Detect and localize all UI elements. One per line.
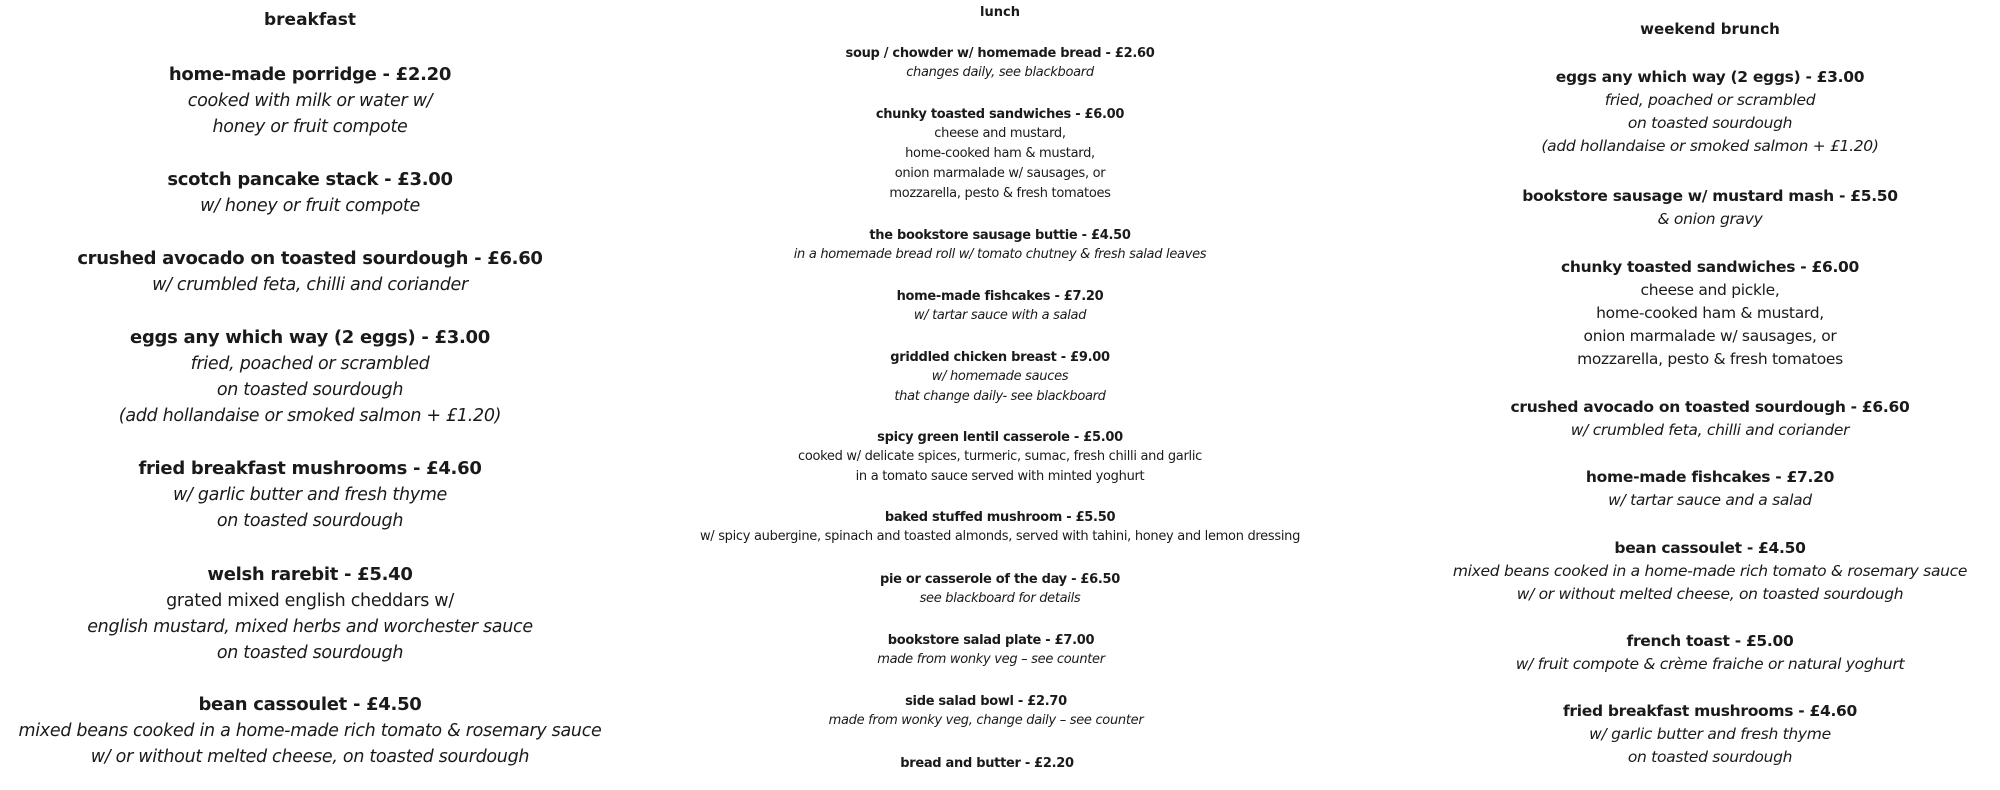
menu-item-desc: & onion gravy	[1657, 210, 1763, 228]
menu-item	[660, 508, 1340, 547]
menu-item	[1420, 396, 2000, 442]
menu-item-desc: onion marmalade w/ sausages, or	[1583, 327, 1837, 345]
section-title-lunch: lunch	[980, 5, 1020, 20]
menu-item	[0, 325, 620, 429]
menu-item	[660, 428, 1340, 487]
menu-item-desc: mixed beans cooked in a home-made rich tomato & rosemary sauce	[1452, 562, 1968, 580]
menu-item	[0, 62, 620, 140]
menu-item-title: crushed avocado on toasted sourdough - £6.60	[77, 248, 543, 269]
menu-item-desc: cheese and mustard,	[934, 126, 1066, 141]
menu-item	[1420, 66, 2000, 158]
menu-item-title: bean cassoulet - £4.50	[1614, 539, 1806, 557]
menu-item-desc: on toasted sourdough	[216, 511, 404, 531]
menu-item-title: crushed avocado on toasted sourdough - £6.60	[1510, 398, 1910, 416]
menu-item-title: chunky toasted sandwiches - £6.00	[1560, 258, 1860, 276]
menu-item	[0, 692, 620, 770]
menu-item-title: home-made porridge - £2.20	[168, 64, 452, 85]
menu-item-desc: cooked w/ delicate spices, turmeric, sumac, fresh chilli and garlic	[798, 449, 1202, 464]
menu-item-desc: (add hollandaise or smoked salmon + £1.20)	[118, 406, 502, 426]
menu-item-title: side salad bowl - £2.70	[905, 694, 1067, 709]
menu-item-title: home-made fishcakes - £7.20	[1585, 468, 1835, 486]
section-title-weekend-brunch: weekend brunch	[1640, 20, 1780, 38]
menu-item-title: soup / chowder w/ homemade bread - £2.60	[845, 46, 1155, 61]
menu-item-title: pie or casserole of the day - £6.50	[879, 572, 1121, 587]
menu-item	[1420, 630, 2000, 676]
menu-item	[1420, 537, 2000, 606]
menu-item-desc: that change daily- see blackboard	[894, 389, 1106, 404]
menu-item-desc: english mustard, mixed herbs and worchester sauce	[87, 617, 533, 637]
menu-item-title: eggs any which way (2 eggs) - £3.00	[1555, 68, 1865, 86]
menu-item-desc: see blackboard for details	[919, 591, 1081, 606]
menu-item	[660, 348, 1340, 407]
menu-item-desc: w/ tartar sauce with a salad	[913, 308, 1087, 323]
menu-item-desc: grated mixed english cheddars w/	[166, 591, 454, 611]
menu-item-desc: on toasted sourdough	[1627, 114, 1793, 132]
menu-item-desc: on toasted sourdough	[1627, 748, 1793, 766]
menu-item	[0, 456, 620, 534]
menu-item-desc: w/ crumbled feta, chilli and coriander	[152, 275, 468, 295]
menu-item-desc: in a homemade bread roll w/ tomato chutney & fresh salad leaves	[793, 247, 1207, 262]
menu-item-desc: on toasted sourdough	[216, 643, 404, 663]
menu-item-title: eggs any which way (2 eggs) - £3.00	[130, 327, 490, 348]
menu-item-desc: w/ or without melted cheese, on toasted sourdough	[1516, 585, 1904, 603]
menu-item	[642, 631, 1340, 670]
menu-item-desc: made from wonky veg, change daily – see counter	[828, 713, 1144, 728]
menu-item-title: home-made fishcakes - £7.20	[896, 289, 1104, 304]
menu-item	[632, 692, 1340, 731]
menu-item-title: bean cassoulet - £4.50	[198, 694, 422, 715]
menu-item-desc: in a tomato sauce served with minted yoghurt	[855, 469, 1145, 484]
menu-item-desc: w/ honey or fruit compote	[200, 196, 420, 216]
menu-item-desc: w/ fruit compote & crème fraiche or natural yoghurt	[1515, 655, 1905, 673]
menu-item	[660, 226, 1340, 265]
menu-item-desc: w/ garlic butter and fresh thyme	[1589, 725, 1831, 743]
menu-item	[0, 562, 620, 666]
menu-item-desc: onion marmalade w/ sausages, or	[894, 166, 1106, 181]
menu-item-desc: w/ spicy aubergine, spinach and toasted almonds, served with tahini, honey and lemon dressing	[699, 529, 1301, 544]
menu-item-title: chunky toasted sandwiches - £6.00	[875, 107, 1125, 122]
menu-item	[660, 105, 1340, 204]
section-title-breakfast: breakfast	[264, 10, 356, 30]
menu-item-desc: w/ or without melted cheese, on toasted sourdough	[90, 747, 530, 767]
menu-item-desc: honey or fruit compote	[212, 117, 408, 137]
menu-item-title: spicy green lentil casserole - £5.00	[877, 430, 1123, 445]
menu-item-title: griddled chicken breast - £9.00	[890, 350, 1110, 365]
menu-item-desc: w/ homemade sauces	[931, 369, 1069, 384]
menu-item-title: french toast - £5.00	[1626, 632, 1794, 650]
menu-item	[634, 754, 1340, 773]
menu-item-desc: w/ crumbled feta, chilli and coriander	[1570, 421, 1850, 439]
menu-item	[1420, 700, 2000, 769]
menu-item-desc: mozzarella, pesto & fresh tomatoes	[889, 186, 1111, 201]
menu-item-desc: w/ garlic butter and fresh thyme	[172, 485, 448, 505]
menu-item-title: fried breakfast mushrooms - £4.60	[138, 458, 482, 479]
menu-item-title: bread and butter - £2.20	[900, 756, 1074, 771]
menu-item	[660, 570, 1340, 609]
menu-item-desc: mozzarella, pesto & fresh tomatoes	[1577, 350, 1843, 368]
menu-item	[1420, 256, 2000, 371]
menu-item	[660, 287, 1340, 326]
menu-item	[660, 44, 1340, 83]
menu-item-desc: changes daily, see blackboard	[906, 65, 1094, 80]
menu-item-title: bookstore sausage w/ mustard mash - £5.50	[1522, 187, 1898, 205]
menu-item	[1420, 185, 2000, 231]
menu-item-desc: home-cooked ham & mustard,	[905, 146, 1095, 161]
menu-item-title: scotch pancake stack - £3.00	[167, 169, 453, 190]
menu-item-title: fried breakfast mushrooms - £4.60	[1562, 702, 1858, 720]
menu-item	[0, 246, 620, 298]
menu-item-desc: w/ tartar sauce and a salad	[1608, 491, 1812, 509]
menu-item-desc: mixed beans cooked in a home-made rich tomato & rosemary sauce	[18, 721, 602, 741]
menu-item-title: the bookstore sausage buttie - £4.50	[869, 228, 1131, 243]
menu-item-desc: (add hollandaise or smoked salmon + £1.20)	[1541, 137, 1879, 155]
menu-item-desc: home-cooked ham & mustard,	[1596, 304, 1824, 322]
menu-item-desc: fried, poached or scrambled	[190, 354, 430, 374]
menu-item-desc: fried, poached or scrambled	[1604, 91, 1816, 109]
menu-item-desc: made from wonky veg – see counter	[877, 652, 1105, 667]
menu-item-desc: cheese and pickle,	[1640, 281, 1780, 299]
menu-item-title: bookstore salad plate - £7.00	[887, 633, 1095, 648]
menu-item	[0, 167, 620, 219]
menu-item-title: baked stuffed mushroom - £5.50	[884, 510, 1116, 525]
menu-item-title: welsh rarebit - £5.40	[207, 564, 413, 585]
menu-item-desc: on toasted sourdough	[216, 380, 404, 400]
menu-item-desc: cooked with milk or water w/	[187, 91, 433, 111]
menu-item	[1420, 466, 2000, 512]
